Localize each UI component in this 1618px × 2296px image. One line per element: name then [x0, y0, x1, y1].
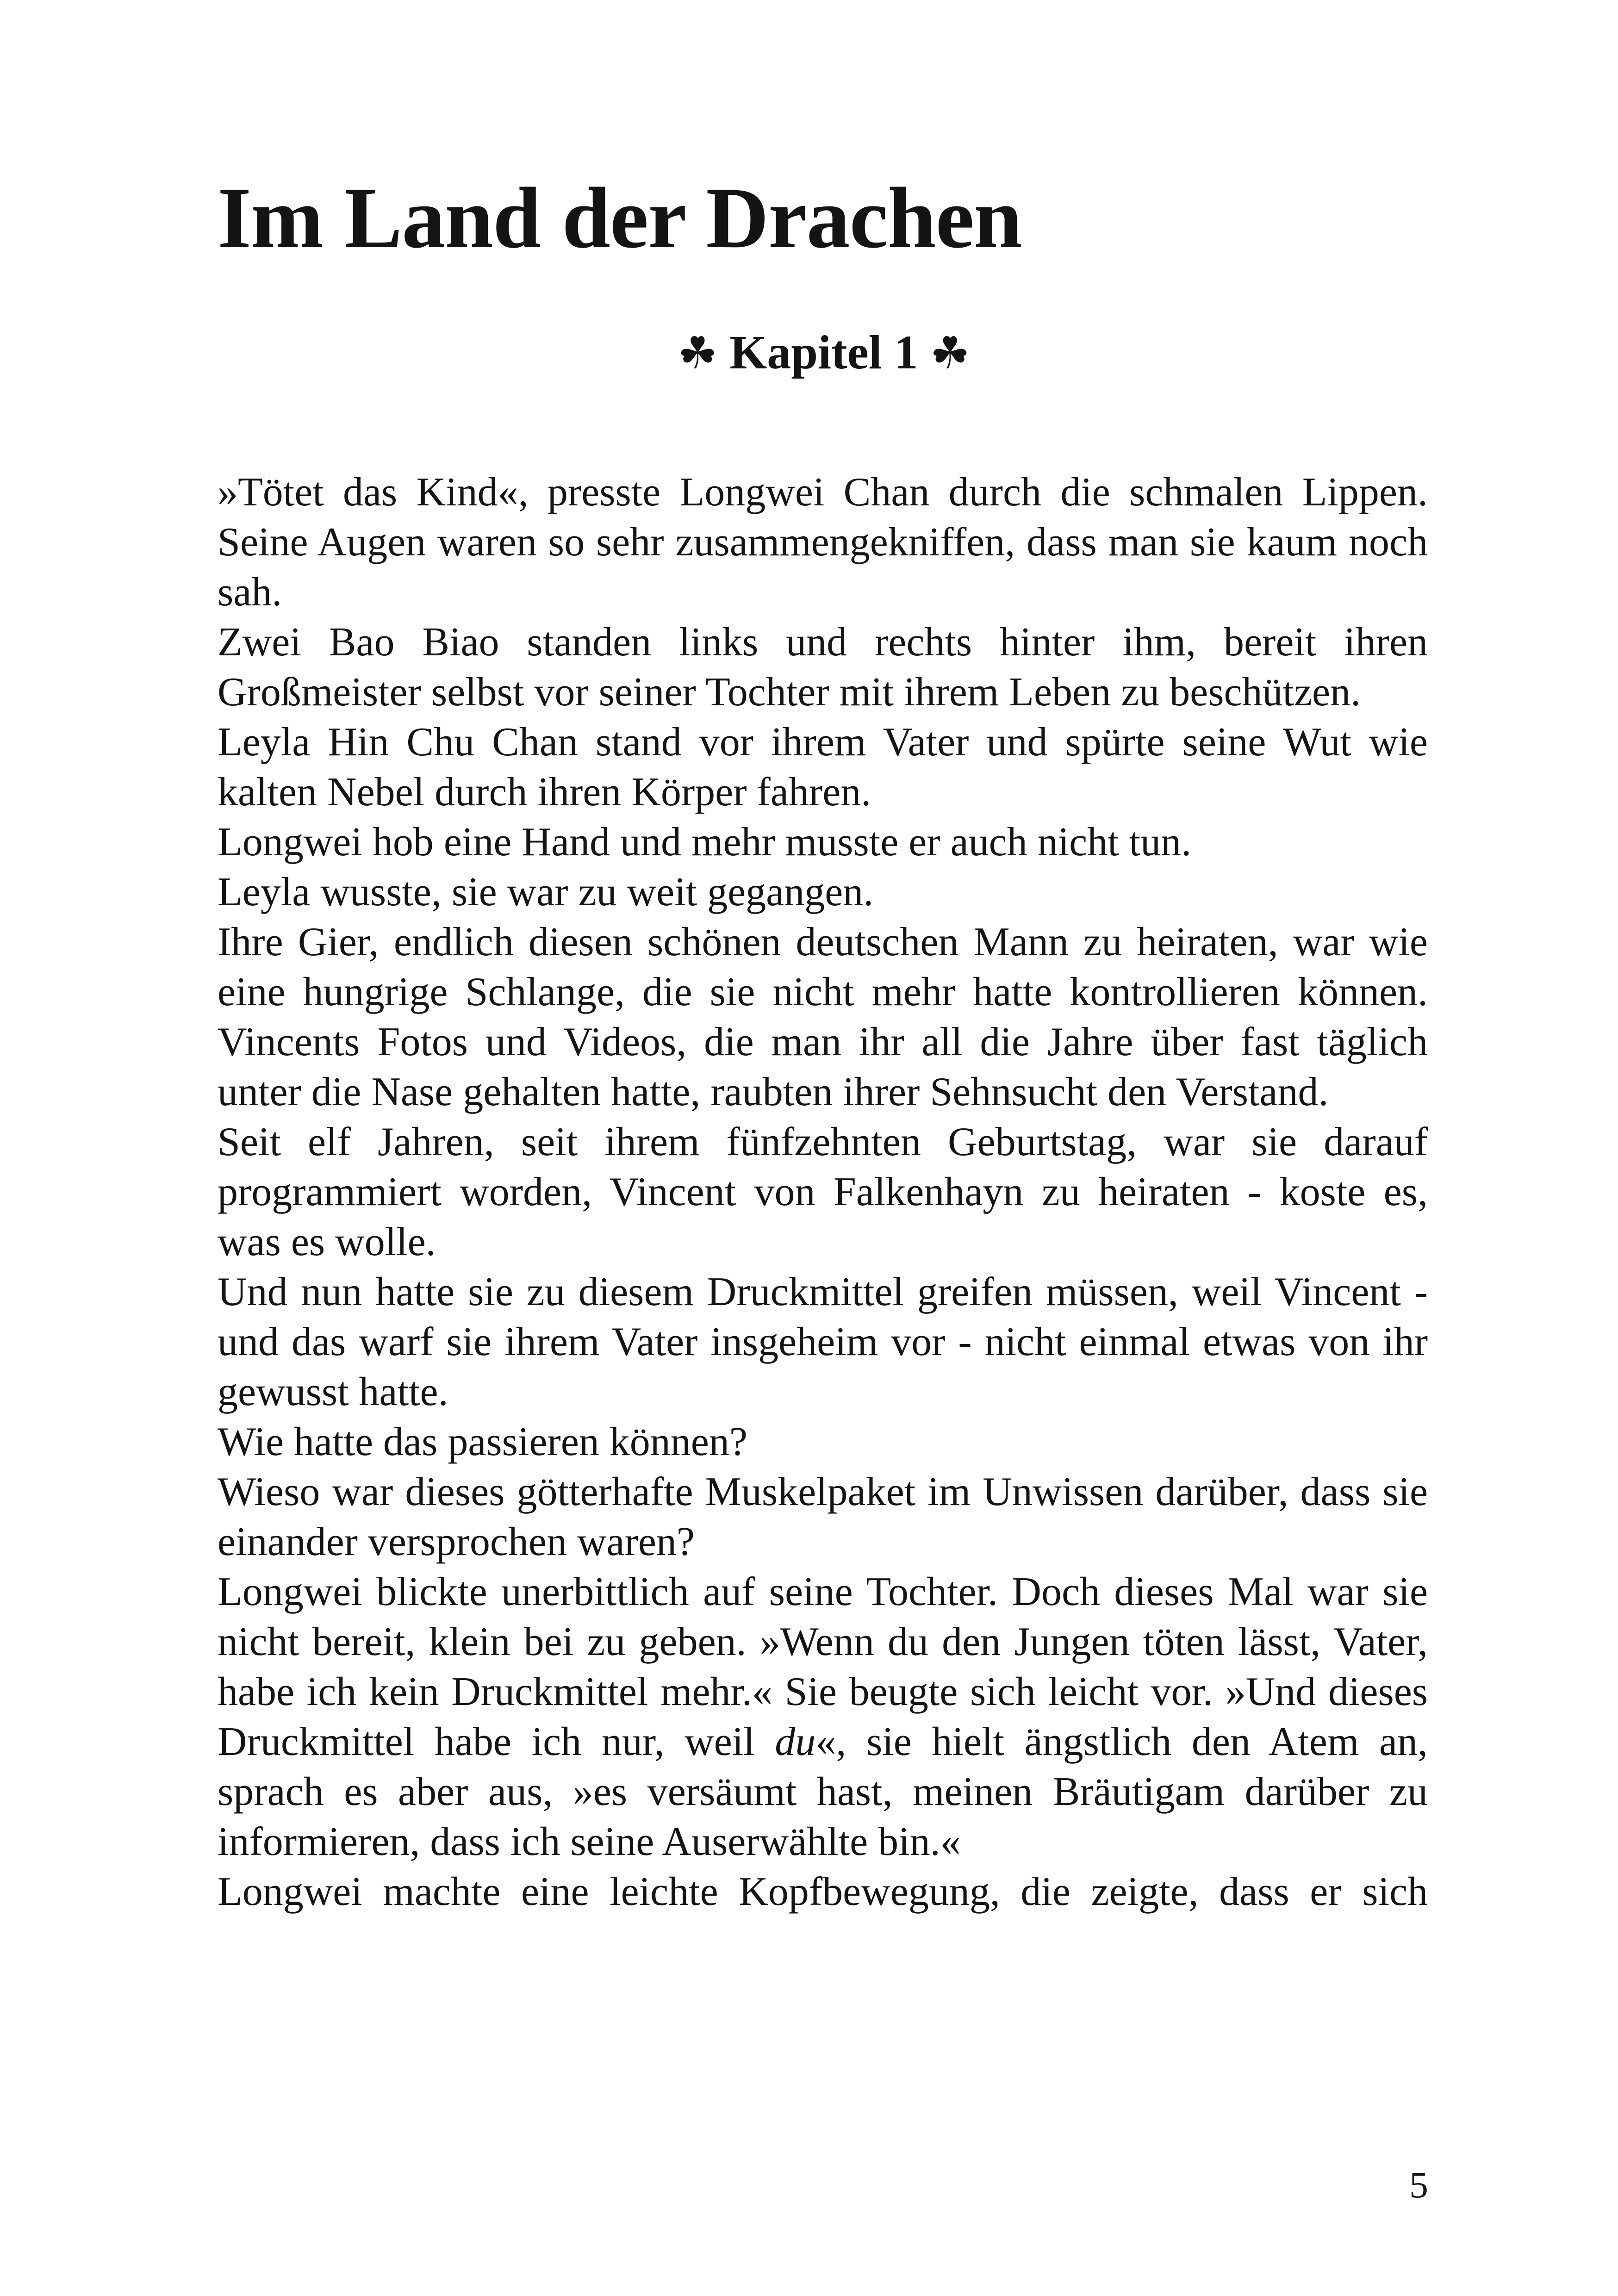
- paragraph-11-part-2: «, sie hielt ängstlich den Atem an, sprach es aber aus, »es versäumt hast, meinen Bräutigam darüber zu informieren, dass ich seine Auserwählte bin.«: [218, 1719, 1428, 1864]
- page-number: 5: [1409, 2164, 1428, 2206]
- paragraph-11: [218, 1567, 1428, 1867]
- paragraph-9: Wie hatte das passieren können?: [218, 1419, 747, 1464]
- paragraph-1: »Tötet das Kind«, presste Longwei Chan durch die schmalen Lippen. Seine Augen waren so sehr zusammengekniffen, dass man sie kaum noch sah.: [218, 470, 1428, 615]
- book-title: Im Land der Drachen: [218, 169, 1022, 266]
- paragraph-4: Longwei hob eine Hand und mehr musste er auch nicht tun.: [218, 820, 1192, 865]
- emphasized-word: du: [775, 1719, 816, 1764]
- chapter-heading: [218, 324, 1430, 382]
- paragraph-5: Leyla wusste, sie war zu weit gegangen.: [218, 870, 874, 915]
- body-text: [218, 467, 1428, 1917]
- shamrock-icon: ☘: [678, 329, 718, 378]
- paragraph-2: Zwei Bao Biao standen links und rechts hinter ihm, bereit ihren Großmeister selbst vor seiner Tochter mit ihrem Leben zu beschützen.: [218, 620, 1428, 715]
- paragraph-10: Wieso war dieses götterhafte Muskelpaket im Unwissen darüber, dass sie einander versprochen waren?: [218, 1469, 1428, 1564]
- paragraph-8: Und nun hatte sie zu diesem Druckmittel greifen müssen, weil Vincent - und das warf sie ihrem Vater insgeheim vor - nicht einmal etwas von ihr gewusst hatte.: [218, 1269, 1428, 1414]
- paragraph-11-part-1: Longwei blickte unerbittlich auf seine Tochter. Doch dieses Mal war sie nicht bereit, klein bei zu geben. »Wenn du den Jungen töten lässt, Vater, habe ich kein Druckmittel mehr.« Sie beugte sich leicht vor. »Und dieses Druckmittel habe ich nur, weil: [218, 1569, 1428, 1764]
- shamrock-icon: ☘: [930, 329, 970, 378]
- paragraph-3: Leyla Hin Chu Chan stand vor ihrem Vater und spürte seine Wut wie kalten Nebel durch ihren Körper fahren.: [218, 720, 1428, 815]
- chapter-label: Kapitel 1: [729, 326, 918, 379]
- paragraph-7: Seit elf Jahren, seit ihrem fünfzehnten Geburtstag, war sie darauf programmiert worden, Vincent von Falkenhayn zu heiraten - koste es, was es wolle.: [218, 1120, 1428, 1264]
- paragraph-6: Ihre Gier, endlich diesen schönen deutschen Mann zu heiraten, war wie eine hungrige Schlange, die sie nicht mehr hatte kontrollieren können. Vincents Fotos und Videos, die man ihr all die Jahre über fast täglich unter die Nase gehalten hatte, raubten ihrer Sehnsucht den Verstand.: [218, 920, 1428, 1114]
- paragraph-12: Longwei machte eine leichte Kopfbewegung, die zeigte, dass er sich: [218, 1869, 1428, 1914]
